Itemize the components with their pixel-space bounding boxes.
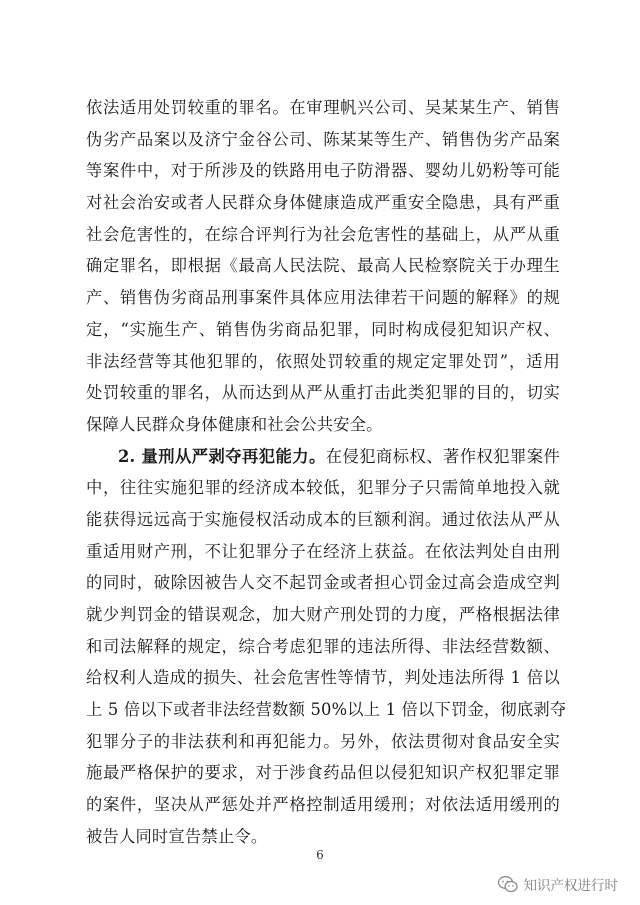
text-line: 犯罪分子的非法获利和再犯能力。另外，依法贯彻对食品安全实 [86, 731, 560, 751]
section-first-line [86, 441, 560, 473]
text-line: 施最严格保护的要求，对于涉食药品但以侵犯知识产权犯罪定罪 [86, 763, 560, 783]
watermark-text: 知识产权进行时 [523, 878, 618, 894]
text-line: 等案件中，对于所涉及的铁路用电子防滑器、婴幼儿奶粉等可能 [86, 161, 560, 181]
text-line: 就少判罚金的错误观念，加大财产刑处罚的力度，严格根据法律 [86, 605, 560, 624]
section-heading: 2. 量刑从严剥夺再犯能力。 [118, 446, 326, 466]
text-line: 对社会治安或者人民群众身体健康造成严重安全隐患，具有严重 [86, 193, 560, 213]
wechat-icon [498, 876, 518, 893]
watermark [498, 874, 619, 894]
text-line: 的案件，坚决从严惩处并严格控制适用缓刑；对依法适用缓刑的 [86, 795, 560, 815]
text-line: 重适用财产刑，不让犯罪分子在经济上获益。在依法判处自由刑 [86, 541, 560, 561]
text-line: 和司法解释的规定，综合考虑犯罪的违法所得、非法经营数额、 [86, 636, 560, 656]
section-first-line-text: 在侵犯商标权、著作权犯罪案件 [325, 446, 560, 466]
text-line: 产、销售伪劣商品刑事案件具体应用法律若干问题的解释》的规 [86, 288, 560, 308]
text-line: 能获得远远高于实施侵权活动成本的巨额利润。通过依法从严从 [86, 509, 560, 529]
text-line: 保障人民群众身体健康和社会公共安全。 [86, 414, 383, 434]
text-line: 的同时，破除因被告人交不起罚金或者担心罚金过高会造成空判 [86, 573, 560, 593]
text-line: 处罚较重的罪名，从而达到从严从重打击此类犯罪的目的，切实 [86, 383, 560, 403]
text-line: 中，往往实施犯罪的经济成本较低，犯罪分子只需简单地投入就 [86, 478, 560, 498]
text-line: 伪劣产品案以及济宁金谷公司、陈某某等生产、销售伪劣产品案 [86, 129, 560, 149]
text-line: 非法经营等其他犯罪的，依照处罚较重的规定定罪处罚”，适用 [86, 351, 560, 371]
text-line: 依法适用处罚较重的罪名。在审理帆兴公司、吴某某生产、销售 [86, 98, 560, 117]
text-line: 上 5 倍以下或者非法经营数额 50%以上 1 倍以下罚金，彻底剥夺 [86, 700, 567, 720]
body-text [86, 92, 567, 853]
text-line: 社会危害性的，在综合评判行为社会危害性的基础上，从严从重 [86, 224, 560, 244]
text-line: 定，“实施生产、销售伪劣商品犯罪，同时构成侵犯知识产权、 [86, 319, 560, 339]
text-line: 确定罪名，即根据《最高人民法院、最高人民检察院关于办理生 [86, 256, 560, 276]
text-line: 被告人同时宣告禁止令。 [86, 826, 268, 846]
text-line: 给权利人造成的损失、社会危害性等情节，判处违法所得 1 倍以 [86, 668, 560, 688]
page-number: 6 [316, 848, 324, 862]
